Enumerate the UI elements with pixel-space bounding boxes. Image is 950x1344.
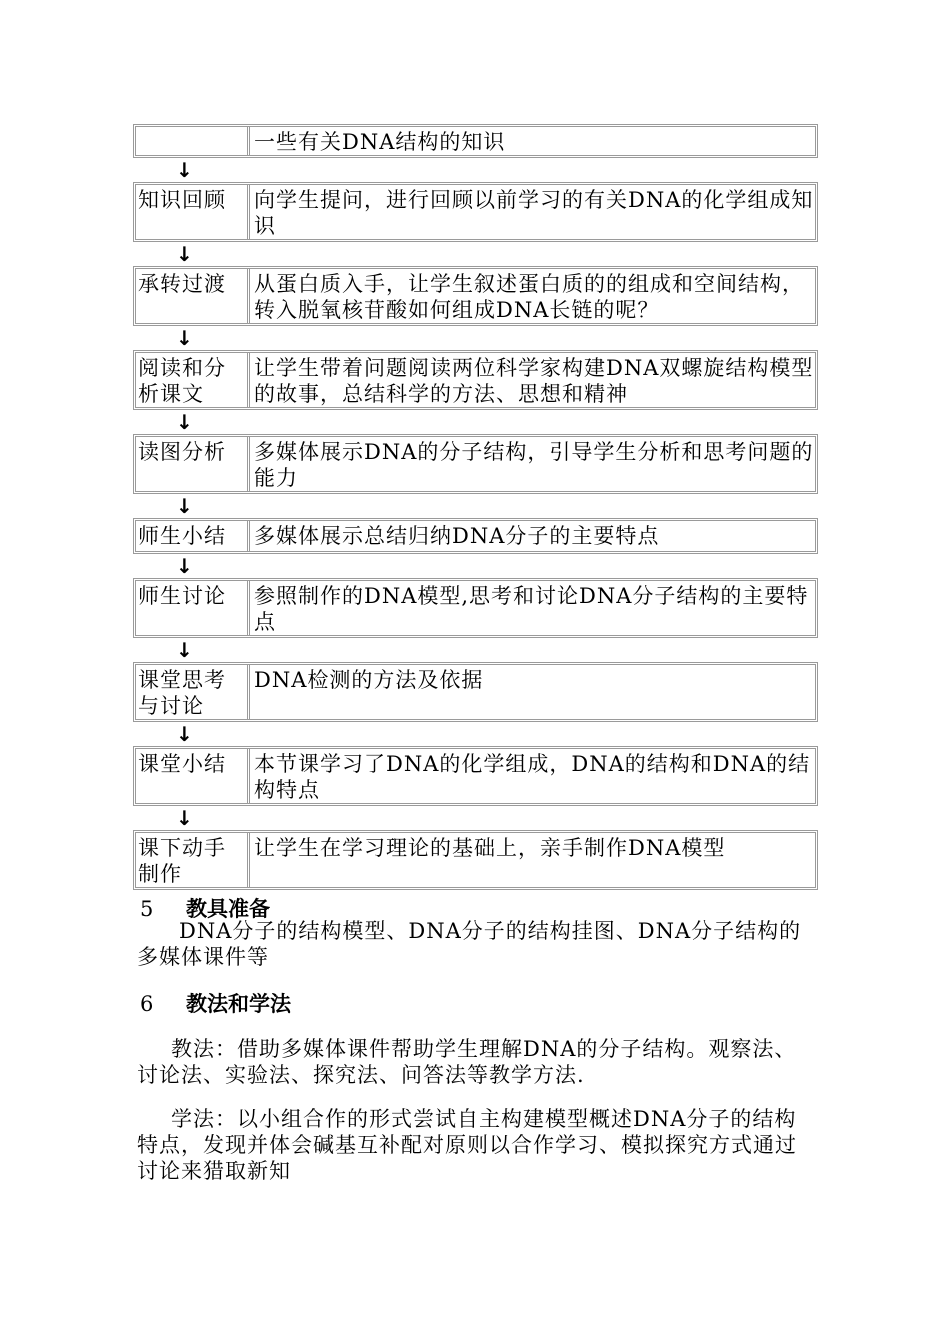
flow-row-9	[133, 830, 818, 890]
flow-label: 课堂小结	[136, 749, 250, 803]
flow-content: DNA检测的方法及依据	[254, 668, 484, 692]
flow-content: 让学生在学习理论的基础上，亲手制作DNA模型	[254, 836, 726, 860]
flow-label: 课下动手 制作	[136, 833, 250, 887]
flow-content: 多媒体展示总结归纳DNA分子的主要特点	[254, 524, 660, 548]
learning-method-paragraph: 学法：以小组合作的形式尝试自主构建模型概述DNA分子的结构特点，发现并体会碱基互补配对原则以合作学习、模拟探究方式通过讨论来猎取新知	[137, 1107, 797, 1183]
flow-row-0	[133, 124, 818, 158]
flow-label: 师生讨论	[136, 581, 250, 635]
flow-content: 一些有关DNA结构的知识	[254, 130, 506, 154]
flow-row-5	[133, 518, 818, 554]
down-arrow-icon: ↓	[176, 638, 193, 662]
flow-label	[136, 127, 250, 155]
flow-label: 师生小结	[136, 521, 250, 551]
flow-row-7	[133, 662, 818, 722]
flow-label: 知识回顾	[136, 185, 250, 239]
flow-row-3	[133, 350, 818, 410]
section-number: 6	[140, 992, 154, 1016]
flow-row-2	[133, 266, 818, 326]
flow-content: 本节课学习了DNA的化学组成，DNA的结构和DNA的结构特点	[254, 752, 811, 802]
section-title: 教具准备	[186, 896, 270, 921]
flow-label: 承转过渡	[136, 269, 250, 323]
flow-row-1	[133, 182, 818, 242]
flow-label: 课堂思考 与讨论	[136, 665, 250, 719]
flow-label: 读图分析	[136, 437, 250, 491]
down-arrow-icon: ↓	[176, 326, 193, 350]
flow-content: 多媒体展示DNA的分子结构，引导学生分析和思考问题的能力	[254, 440, 814, 490]
down-arrow-icon: ↓	[176, 494, 193, 518]
flow-content: 让学生带着问题阅读两位科学家构建DNA双螺旋结构模型的故事，总结科学的方法、思想和精神	[254, 356, 814, 406]
section-5-text: DNA分子的结构模型、DNA分子的结构挂图、DNA分子结构的多媒体课件等	[137, 919, 802, 969]
flow-row-6	[133, 578, 818, 638]
flow-content: 参照制作的DNA模型,思考和讨论DNA分子结构的主要特点	[254, 584, 809, 634]
down-arrow-icon: ↓	[176, 158, 193, 182]
section-number: 5	[140, 897, 154, 921]
flow-row-4	[133, 434, 818, 494]
down-arrow-icon: ↓	[176, 242, 193, 266]
section-title: 教法和学法	[186, 991, 291, 1016]
flow-content: 从蛋白质入手，让学生叙述蛋白质的的组成和空间结构，转入脱氧核苷酸如何组成DNA长链的呢？	[254, 272, 804, 322]
down-arrow-icon: ↓	[176, 554, 193, 578]
down-arrow-icon: ↓	[176, 722, 193, 746]
flow-row-8	[133, 746, 818, 806]
flow-content: 向学生提问，进行回顾以前学习的有关DNA的化学组成知识	[254, 188, 814, 238]
down-arrow-icon: ↓	[176, 806, 193, 830]
flow-label: 阅读和分 析课文	[136, 353, 250, 407]
section-6-heading	[140, 988, 291, 1018]
teaching-method-paragraph: 教法：借助多媒体课件帮助学生理解DNA的分子结构。观察法、讨论法、实验法、探究法、问答法等教学方法.	[137, 1037, 797, 1087]
down-arrow-icon: ↓	[176, 410, 193, 434]
